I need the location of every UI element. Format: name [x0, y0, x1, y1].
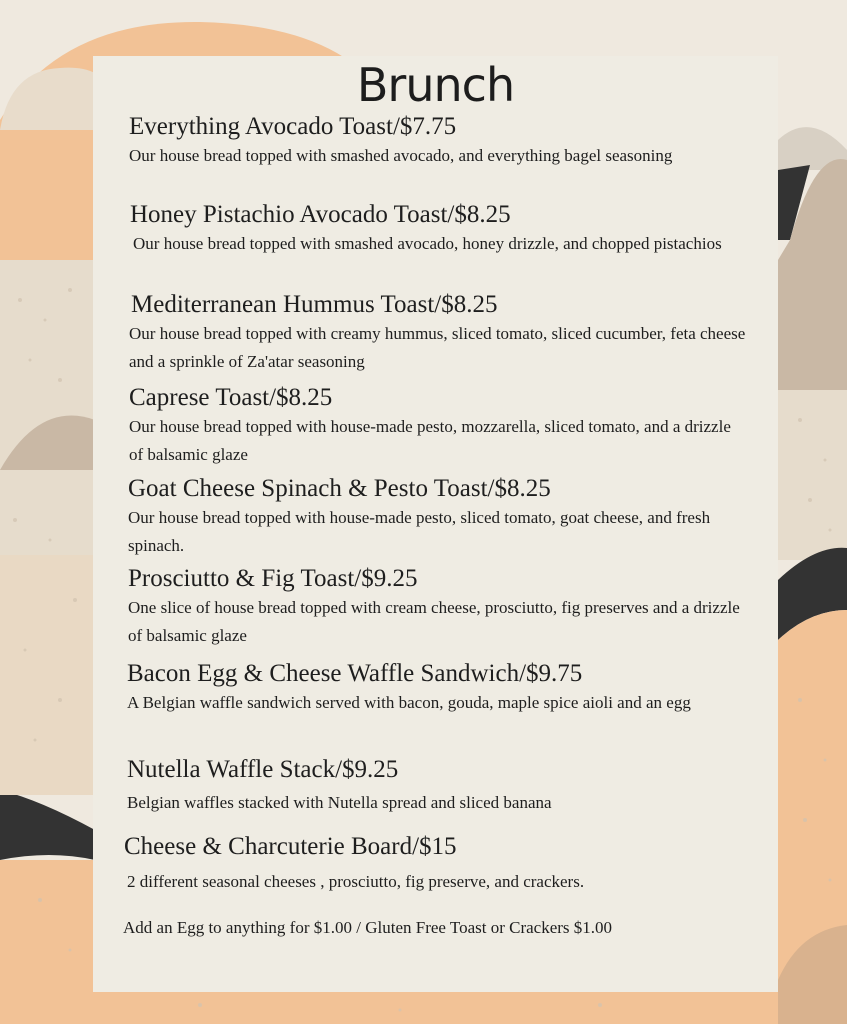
menu-item-name: Everything Avocado Toast/$7.75 [129, 113, 457, 140]
menu-item-description: 2 different seasonal cheeses , prosciutto, fig preserve, and crackers. [127, 872, 585, 891]
menu-item [128, 564, 748, 650]
menu-item-description: Belgian waffles stacked with Nutella spread and sliced banana [127, 793, 552, 812]
add-on-note: Add an Egg to anything for $1.00 / Gluten Free Toast or Crackers $1.00 [123, 918, 613, 937]
menu-item-description: Our house bread topped with creamy hummus, sliced tomato, sliced cucumber, feta cheese and a sprinkle of Za'atar seasoning [129, 324, 746, 371]
menu-item-name: Bacon Egg & Cheese Waffle Sandwich/$9.75 [127, 660, 583, 687]
menu-title: Brunch [356, 58, 515, 112]
menu-item [128, 474, 748, 560]
menu-item-description: Our house bread topped with smashed avocado, and everything bagel seasoning [129, 146, 673, 165]
menu-item [127, 659, 747, 717]
menu-item-description: Our house bread topped with house-made pesto, mozzarella, sliced tomato, and a drizzle of balsamic glaze [129, 417, 731, 464]
menu-item-description: Our house bread topped with house-made pesto, sliced tomato, goat cheese, and fresh spinach. [128, 508, 711, 555]
menu-item-description: A Belgian waffle sandwich served with bacon, gouda, maple spice aioli and an egg [127, 693, 691, 712]
menu-item-name: Cheese & Charcuterie Board/$15 [124, 833, 457, 860]
menu-item-name: Honey Pistachio Avocado Toast/$8.25 [130, 201, 511, 228]
menu-item [124, 832, 744, 896]
menu-item-description: Our house bread topped with smashed avocado, honey drizzle, and chopped pistachios [133, 234, 722, 253]
menu-item [129, 112, 749, 170]
menu-item-name: Nutella Waffle Stack/$9.25 [127, 756, 399, 783]
menu-card [93, 56, 778, 992]
menu-item [129, 290, 749, 376]
menu-item-description: One slice of house bread topped with cream cheese, prosciutto, fig preserves and a drizzle of balsamic glaze [128, 598, 740, 645]
menu-item [127, 755, 747, 817]
menu-item [130, 200, 750, 258]
menu-item-name: Caprese Toast/$8.25 [129, 384, 333, 411]
menu-item-name: Prosciutto & Fig Toast/$9.25 [128, 565, 418, 592]
menu-item-name: Goat Cheese Spinach & Pesto Toast/$8.25 [128, 475, 551, 502]
menu-item-name: Mediterranean Hummus Toast/$8.25 [131, 291, 498, 318]
menu-item [129, 383, 749, 469]
